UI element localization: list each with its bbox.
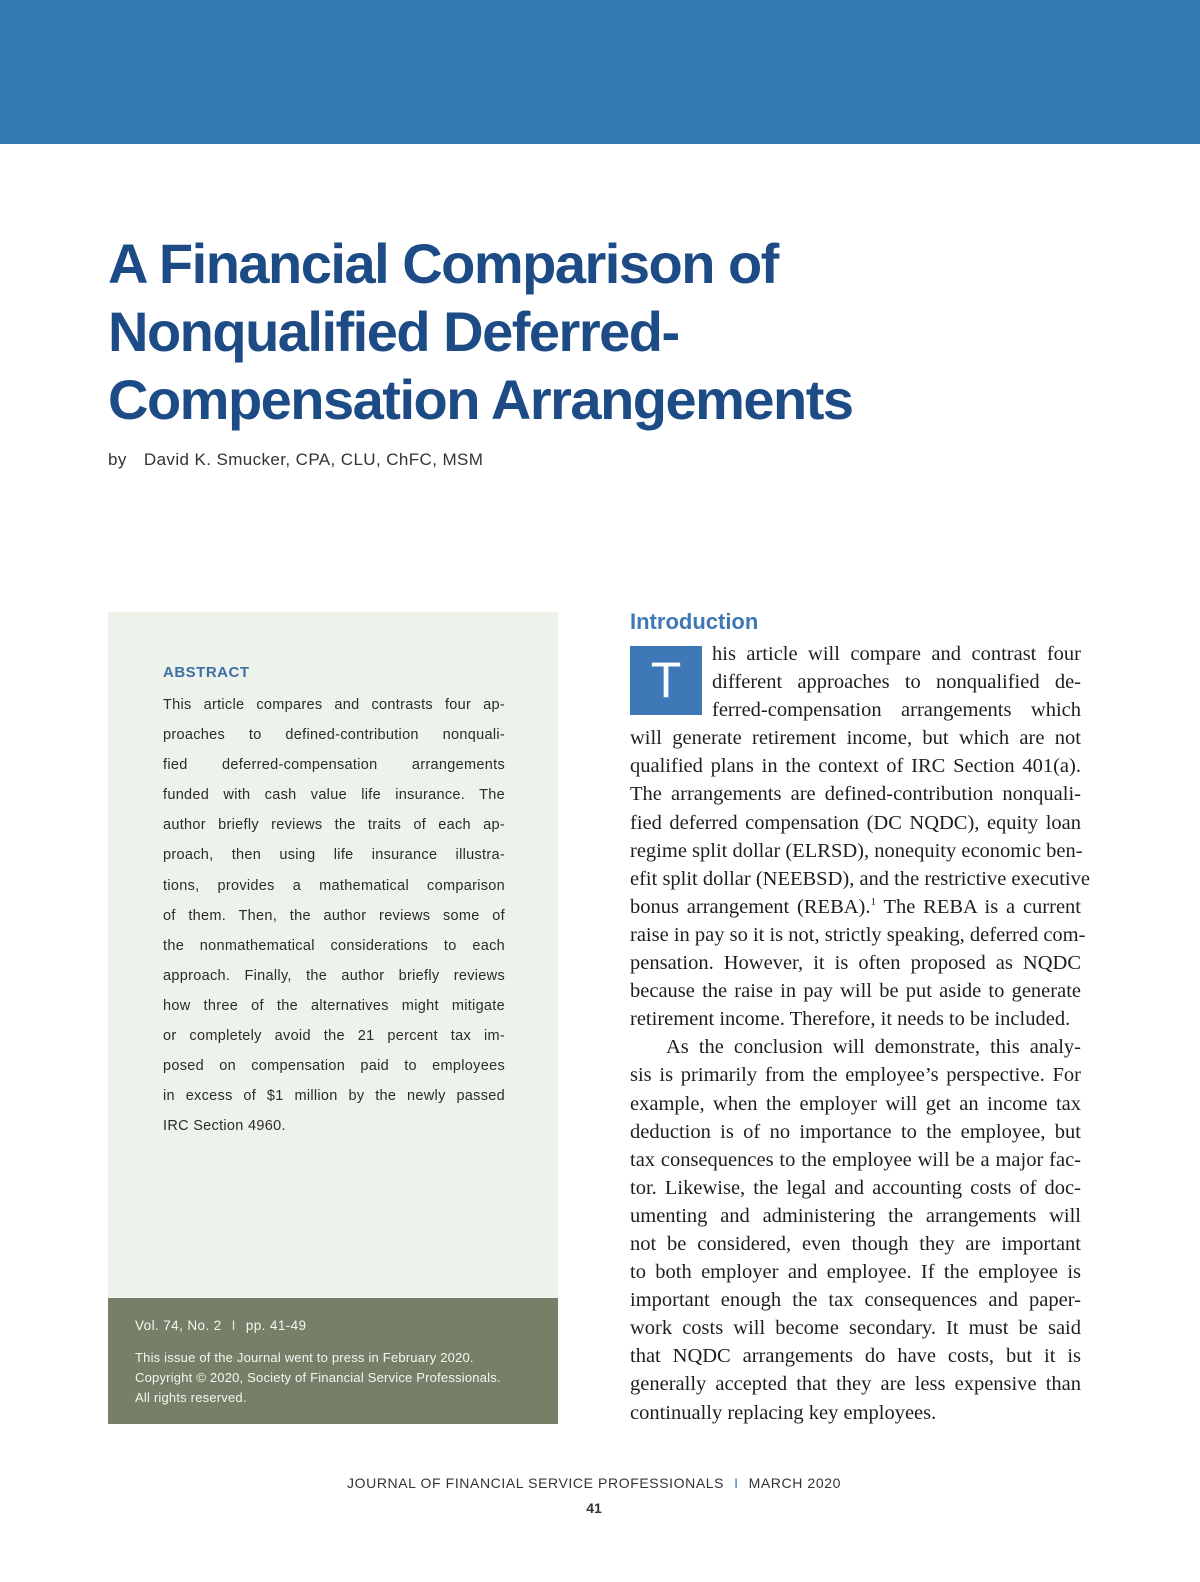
copyright-line: All rights reserved. — [135, 1390, 247, 1405]
top-color-band — [0, 0, 1200, 144]
issue-date: MARCH 2020 — [748, 1475, 841, 1491]
body-line: pensation. However, it is often proposed as NQDC — [630, 952, 1081, 975]
abstract-line: fied deferred-compensation arrangements — [163, 757, 505, 774]
abstract-line: IRC Section 4960. — [163, 1118, 286, 1135]
article-title — [108, 230, 1108, 434]
abstract-footer — [108, 1298, 558, 1424]
abstract-line: how three of the alternatives might mitigate — [163, 997, 505, 1014]
body-line: qualified plans in the context of IRC Section 401(a). — [630, 755, 1081, 778]
body-line: work costs will become secondary. It must be said — [630, 1317, 1081, 1340]
abstract-line: funded with cash value life insurance. The — [163, 787, 505, 804]
abstract-box — [108, 612, 558, 1424]
abstract-line: posed on compensation paid to employees — [163, 1058, 505, 1075]
copyright-line: Copyright © 2020, Society of Financial Service Professionals. — [135, 1370, 501, 1385]
body-line: because the raise in pay will be put aside to generate — [630, 980, 1081, 1003]
running-footer — [0, 1475, 1188, 1491]
body-line-text: bonus arrangement (REBA). — [630, 895, 871, 918]
footer-separator: I — [734, 1475, 739, 1491]
body-line: will generate retirement income, but which are not — [630, 727, 1081, 750]
abstract-line: This article compares and contrasts four ap- — [163, 697, 505, 713]
body-line: different approaches to nonqualified de- — [712, 671, 1081, 694]
body-line: deduction is of no importance to the employee, but — [630, 1120, 1081, 1143]
body-line: important enough the tax consequences and paper- — [630, 1289, 1081, 1312]
introduction-body — [630, 640, 1090, 1427]
article-title-line: Nonqualified Deferred- — [108, 300, 679, 363]
body-line-text: The REBA is a current — [883, 895, 1081, 918]
abstract-line: proach, then using life insurance illustra- — [163, 847, 505, 864]
abstract-line: of them. Then, the author reviews some of — [163, 907, 505, 924]
drop-cap: T — [630, 646, 702, 715]
volume-separator: I — [231, 1318, 236, 1333]
byline — [108, 450, 483, 470]
abstract-text — [163, 690, 505, 1141]
body-line: continually replacing key employees. — [630, 1401, 937, 1424]
body-line: As the conclusion will demonstrate, this analy- — [666, 1036, 1081, 1059]
journal-name: JOURNAL OF FINANCIAL SERVICE PROFESSIONALS — [347, 1475, 725, 1491]
author-name: David K. Smucker, CPA, CLU, ChFC, MSM — [143, 450, 484, 469]
abstract-line: in excess of $1 million by the newly passed — [163, 1088, 505, 1105]
volume-info — [135, 1318, 306, 1333]
copyright-line: This issue of the Journal went to press in February 2020. — [135, 1350, 474, 1365]
byline-prefix: by — [108, 450, 127, 469]
abstract-line: tions, provides a mathematical comparison — [163, 877, 505, 894]
body-line: example, when the employer will get an income tax — [630, 1092, 1081, 1115]
body-line: regime split dollar (ELRSD), nonequity economic ben- — [630, 839, 1083, 862]
page-number: 41 — [586, 1500, 602, 1516]
body-line: raise in pay so it is not, strictly speaking, deferred com- — [630, 923, 1086, 946]
abstract-line: or completely avoid the 21 percent tax im- — [163, 1028, 505, 1045]
body-line: that NQDC arrangements do have costs, but it is — [630, 1345, 1081, 1368]
introduction-heading: Introduction — [630, 609, 759, 634]
body-line: The arrangements are defined-contribution nonquali- — [630, 783, 1081, 806]
article-title-line: A Financial Comparison of — [108, 232, 778, 295]
article-title-line: Compensation Arrangements — [108, 368, 853, 431]
copyright-note — [135, 1348, 545, 1408]
body-line: tax consequences to the employee will be a major fac- — [630, 1148, 1081, 1171]
footnote-marker[interactable]: 1 — [870, 896, 877, 909]
abstract-line: the nonmathematical considerations to each — [163, 937, 505, 954]
body-line: tor. Likewise, the legal and accounting costs of doc- — [630, 1176, 1081, 1199]
volume-number: Vol. 74, No. 2 — [135, 1318, 222, 1333]
body-line: generally accepted that they are less expensive than — [630, 1373, 1081, 1396]
body-line: not be considered, even though they are important — [630, 1232, 1081, 1255]
abstract-line: author briefly reviews the traits of each ap- — [163, 817, 505, 834]
page-range: pp. 41-49 — [245, 1318, 307, 1333]
abstract-heading: ABSTRACT — [163, 664, 250, 681]
body-line: to both employer and employee. If the employee is — [630, 1261, 1081, 1284]
body-line: retirement income. Therefore, it needs to be included. — [630, 1008, 1071, 1031]
body-line: his article will compare and contrast four — [712, 643, 1081, 665]
abstract-line: approach. Finally, the author briefly reviews — [163, 967, 505, 984]
body-line: ferred-compensation arrangements which — [712, 699, 1081, 722]
body-line: efit split dollar (NEEBSD), and the restrictive executive — [630, 867, 1090, 890]
body-line: fied deferred compensation (DC NQDC), equity loan — [630, 811, 1081, 834]
body-line: umenting and administering the arrangements will — [630, 1204, 1081, 1227]
body-line: sis is primarily from the employee’s perspective. For — [630, 1064, 1081, 1087]
abstract-line: proaches to defined-contribution nonquali- — [163, 727, 505, 744]
body-line — [630, 893, 1081, 921]
